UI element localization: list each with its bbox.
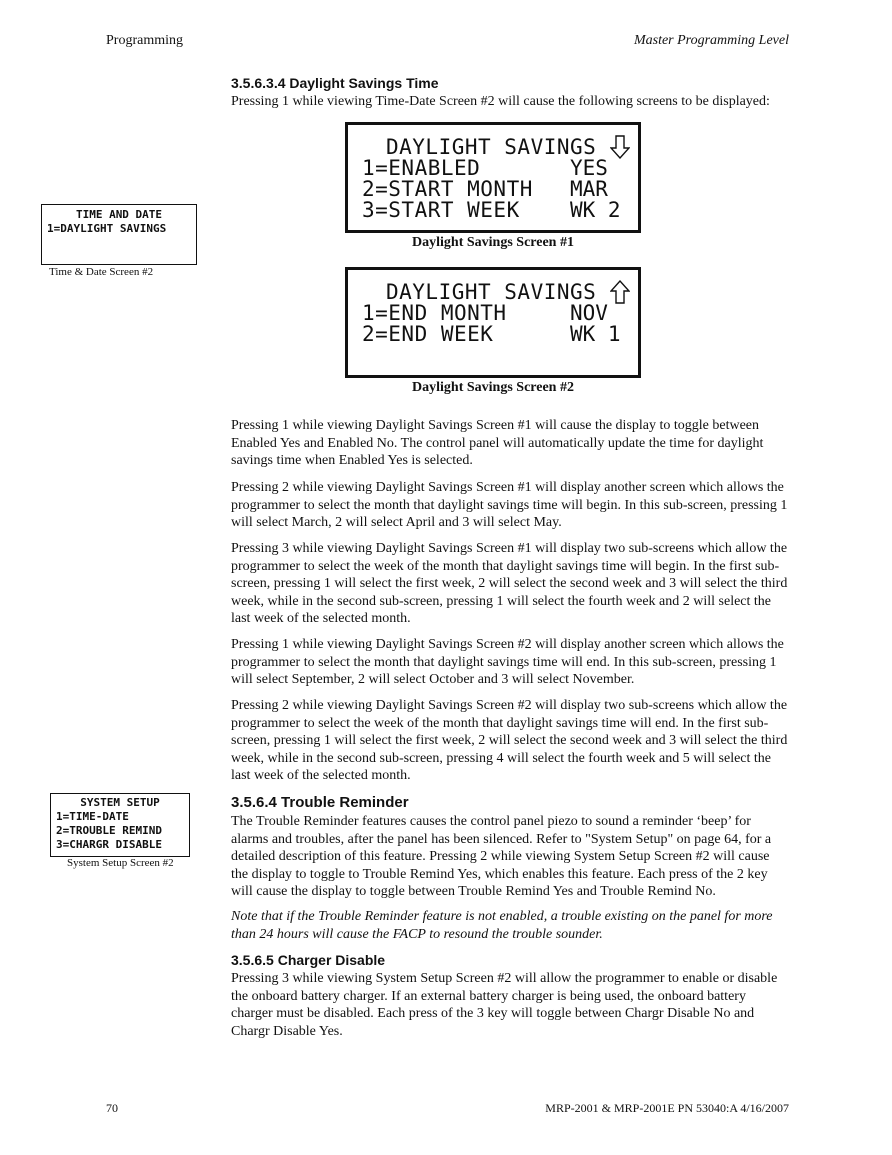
system-setup-title: SYSTEM SETUP [80, 796, 160, 809]
caption-screen-1: Daylight Savings Screen #1 [412, 235, 574, 250]
down-arrow-icon [610, 135, 630, 159]
page-number: 70 [106, 1101, 118, 1115]
screen1-line-3: 3=START WEEK [362, 198, 520, 222]
heading-trouble-reminder: 3.5.6.4 Trouble Reminder [231, 794, 409, 811]
daylight-savings-screen-2 [345, 267, 641, 378]
caption-screen-2: Daylight Savings Screen #2 [412, 380, 574, 395]
paragraph-dst-4: Pressing 1 while viewing Daylight Savings Screen #2 will display another screen which allows the programmer to select the month that daylight savings time will end. In this sub-screen, pressing 1 will select September, 2 will select October and 3 will select November. [231, 637, 784, 687]
caption-time-date-screen: Time & Date Screen #2 [49, 266, 154, 278]
up-arrow-icon [610, 280, 630, 304]
screen2-line-1: 1=END MONTH [362, 301, 507, 325]
system-setup-line-1: 1=TIME-DATE [56, 810, 129, 823]
paragraph-trouble-reminder: The Trouble Reminder features causes the control panel piezo to sound a reminder ‘beep’ for alarms and troubles, after the panel has been silenced. Refer to "System Setup" on page 64, for a detailed description of this feature. Pressing 2 while viewing System Setup Screen #2 will cause the display to toggle to Trouble Remind Yes, which enables this feature. Each press of the 2 key will cause the display to toggle between Trouble Remind Yes and Trouble Remind No. [231, 814, 772, 899]
screen2-value-1: NOV [570, 301, 608, 325]
paragraph-dst-1: Pressing 1 while viewing Daylight Savings Screen #1 will cause the display to toggle between Enabled Yes and Enabled No. The control panel will automatically update the time for daylight savings time when Enabled Yes is selected. [231, 418, 764, 468]
screen2-line-2: 2=END WEEK [362, 322, 494, 346]
screen1-line-1: 1=ENABLED [362, 156, 481, 180]
screen1-value-1: YES [570, 156, 608, 180]
note-trouble-reminder: Note that if the Trouble Reminder feature is not enabled, a trouble existing on the panel for more than 24 hours will cause the FACP to resound the trouble sounder. [231, 909, 773, 942]
caption-system-setup-screen: System Setup Screen #2 [67, 857, 174, 869]
system-setup-line-3: 3=CHARGR DISABLE [56, 838, 162, 851]
heading-daylight-savings: 3.5.6.3.4 Daylight Savings Time [231, 75, 439, 91]
paragraph-dst-3: Pressing 3 while viewing Daylight Savings Screen #1 will display two sub-screens which allow the programmer to select the week of the month that daylight savings time will begin. In the first sub-screen, pressing 1 will select the first week, 2 will select the second week and 3 will select the third week, while in the second sub-screen, pressing 1 will select the fourth week and 2 will select the last week of the selected month. [231, 541, 788, 626]
paragraph-dst-5: Pressing 2 while viewing Daylight Savings Screen #2 will display two sub-screens which allow the programmer to select the week of the month that daylight savings time will end. In the first sub-screen, pressing 1 will select the first week, 2 will select the second week and 3 will select the third week, while in the second sub-screen, pressing 4 will select the fourth week and 5 will select the last week of the selected month. [231, 698, 788, 783]
system-setup-screen-2 [50, 793, 190, 857]
screen1-title: DAYLIGHT SAVINGS [386, 135, 597, 159]
screen1-line-2: 2=START MONTH [362, 177, 533, 201]
screen1-value-2: MAR [570, 177, 608, 201]
paragraph-charger-disable: Pressing 3 while viewing System Setup Screen #2 will allow the programmer to enable or disable the onboard battery charger. If an external battery charger is being used, the onboard battery charger must be disabled. Each press of the 3 key will toggle between Chargr Disable No and Chargr Disable Yes. [231, 971, 778, 1039]
running-header-chapter: Master Programming Level [633, 33, 789, 48]
daylight-savings-screen-1 [345, 122, 641, 233]
heading-charger-disable: 3.5.6.5 Charger Disable [231, 952, 386, 968]
paragraph-dst-2: Pressing 2 while viewing Daylight Savings Screen #1 will display another screen which allows the programmer to select the month that daylight savings time will begin. In this sub-screen, pressing 1 will select March, 2 will select April and 3 will select May. [231, 480, 788, 530]
system-setup-line-2: 2=TROUBLE REMIND [56, 824, 162, 837]
screen1-value-3: WK 2 [570, 198, 621, 222]
time-date-title: TIME AND DATE [75, 208, 163, 221]
time-date-screen-2 [41, 204, 197, 265]
screen2-value-2: WK 1 [570, 322, 621, 346]
running-header-section: Programming [106, 33, 183, 48]
time-date-line-1: 1=DAYLIGHT SAVINGS [47, 222, 167, 235]
document-id: MRP-2001 & MRP-2001E PN 53040:A 4/16/2007 [545, 1101, 789, 1115]
screen2-title: DAYLIGHT SAVINGS [386, 280, 597, 304]
intro-paragraph: Pressing 1 while viewing Time-Date Screen #2 will cause the following screens to be displayed: [231, 94, 770, 109]
